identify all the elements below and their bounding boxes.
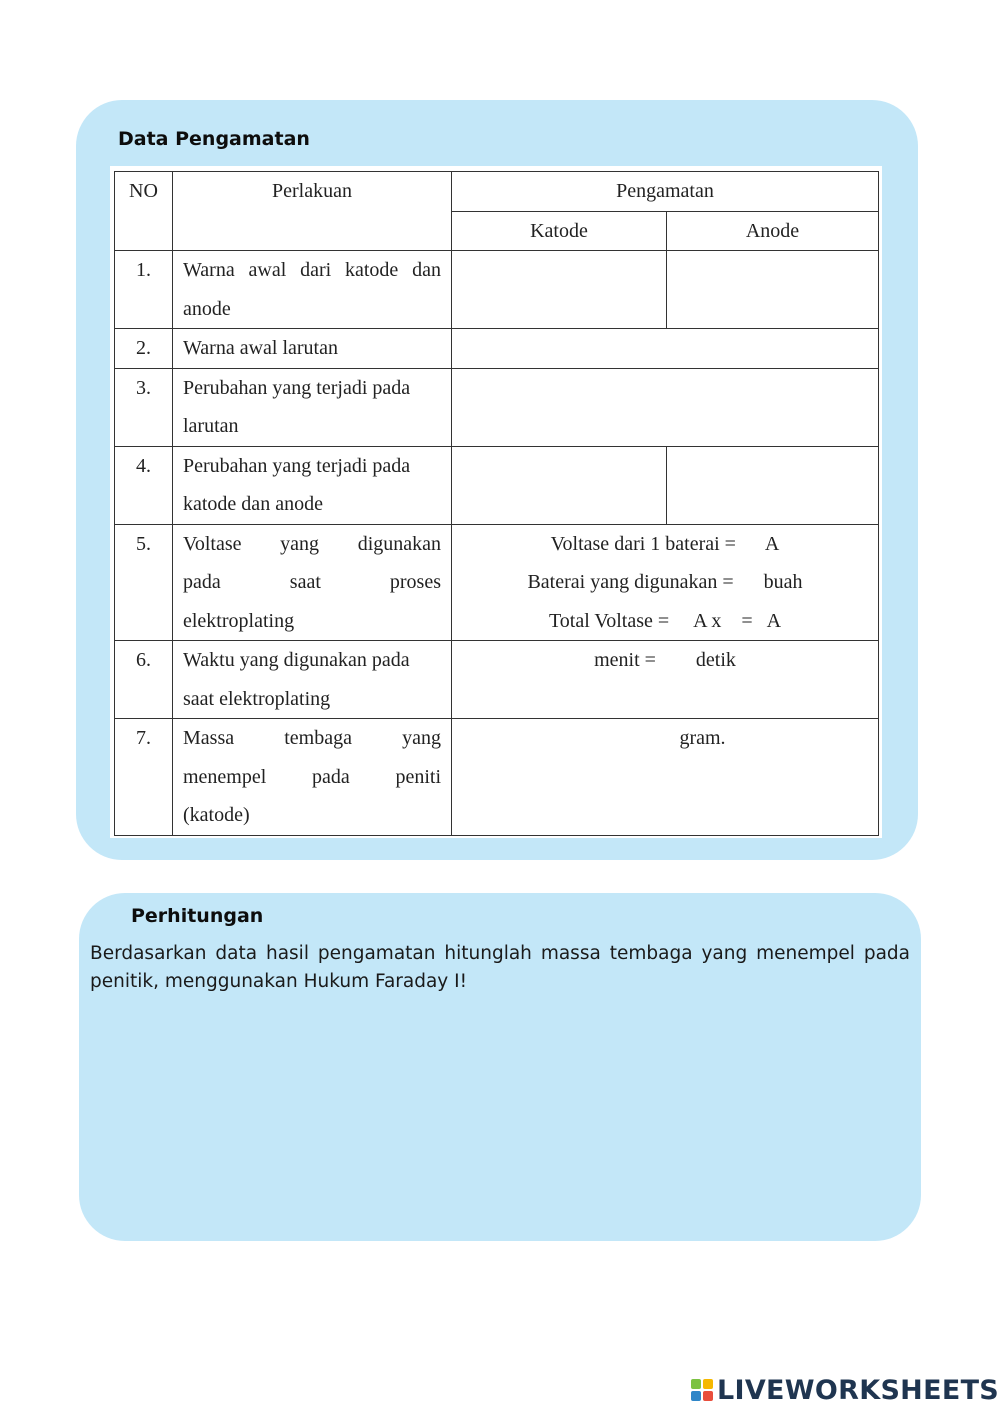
word: yang	[402, 727, 441, 749]
word: pada	[183, 571, 221, 593]
logo-square	[703, 1379, 713, 1389]
table-row	[115, 329, 879, 369]
perlakuan-line: katode dan anode	[183, 493, 323, 515]
row-number: 2.	[115, 329, 173, 369]
perlakuan-line	[183, 758, 441, 797]
row-perlakuan	[173, 329, 452, 369]
table-row	[115, 368, 879, 446]
perlakuan-line: Warna awal larutan	[183, 337, 338, 359]
word: saat	[289, 571, 321, 593]
word: tembaga	[284, 727, 352, 749]
perlakuan-line: larutan	[183, 415, 239, 437]
row-perlakuan	[173, 251, 452, 329]
header-pengamatan: Pengamatan	[452, 172, 879, 212]
row-number: 4.	[115, 446, 173, 524]
row-number: 3.	[115, 368, 173, 446]
calculation-instruction: Berdasarkan data hasil pengamatan hitunglah massa tembaga yang menempel pada penitik, menggunakan Hukum Faraday I!	[90, 943, 910, 992]
perlakuan-line: saat elektroplating	[183, 687, 331, 710]
row-number: 6.	[115, 641, 173, 719]
word: Warna	[183, 259, 235, 281]
word: menempel	[183, 765, 267, 788]
table-row	[115, 251, 879, 329]
time-line: menit = detik	[594, 649, 736, 671]
table-row	[115, 524, 879, 641]
data-section-title: Data Pengamatan	[118, 128, 310, 150]
header-katode: Katode	[452, 211, 667, 251]
perlakuan-line: Perubahan yang terjadi pada	[183, 454, 411, 477]
word: yang	[280, 532, 320, 555]
row-perlakuan	[173, 368, 452, 446]
perlakuan-line: Waktu yang digunakan pada	[183, 649, 410, 671]
logo-square	[691, 1379, 701, 1389]
perlakuan-line: Perubahan yang terjadi pada	[183, 376, 411, 399]
liveworksheets-grid-icon	[691, 1379, 713, 1401]
table-row	[115, 641, 879, 719]
anode-answer-cell[interactable]	[667, 251, 879, 329]
word: digunakan	[357, 532, 441, 555]
row-perlakuan	[173, 446, 452, 524]
perlakuan-line: (katode)	[183, 804, 250, 826]
table-row	[115, 446, 879, 524]
row-number: 5.	[115, 524, 173, 641]
word: peniti	[395, 765, 441, 788]
observation-table	[114, 171, 879, 836]
perlakuan-line	[183, 525, 441, 564]
word: dari	[300, 259, 332, 281]
logo-square	[691, 1391, 701, 1401]
katode-answer-cell[interactable]	[452, 446, 667, 524]
perlakuan-line	[183, 251, 441, 290]
word: awal	[248, 259, 287, 281]
perlakuan-line	[183, 563, 441, 602]
battery-count-line: Baterai yang digunakan = buah	[527, 571, 803, 593]
voltage-per-battery-line: Voltase dari 1 baterai = A	[550, 532, 780, 555]
row-perlakuan	[173, 641, 452, 719]
header-anode: Anode	[667, 211, 879, 251]
voltage-observation-cell[interactable]	[452, 524, 879, 641]
logo-square	[703, 1391, 713, 1401]
time-observation-cell[interactable]	[452, 641, 879, 719]
total-voltage-line: Total Voltase = A x = A	[548, 609, 782, 632]
perlakuan-line: anode	[183, 297, 231, 320]
header-perlakuan: Perlakuan	[173, 172, 452, 251]
calculation-answer-area[interactable]	[90, 1005, 910, 1220]
observation-table-container	[110, 166, 882, 838]
word: proses	[389, 571, 441, 593]
liveworksheets-logo	[691, 1374, 999, 1406]
observation-answer-cell[interactable]	[452, 329, 879, 369]
table-row	[115, 719, 879, 836]
row-perlakuan	[173, 524, 452, 641]
perlakuan-line: elektroplating	[183, 609, 295, 632]
perlakuan-line	[183, 719, 441, 758]
word: Massa	[183, 727, 235, 749]
calculation-section-title: Perhitungan	[131, 905, 264, 927]
row-number: 1.	[115, 251, 173, 329]
observation-answer-cell[interactable]	[452, 368, 879, 446]
logo-text: LIVEWORKSHEETS	[717, 1374, 1000, 1406]
mass-observation-cell[interactable]	[452, 719, 879, 836]
mass-line: gram.	[679, 727, 726, 749]
word: Voltase	[183, 532, 242, 555]
word: katode	[344, 259, 399, 281]
row-perlakuan	[173, 719, 452, 836]
anode-answer-cell[interactable]	[667, 446, 879, 524]
katode-answer-cell[interactable]	[452, 251, 667, 329]
word: pada	[312, 765, 350, 788]
row-number: 7.	[115, 719, 173, 836]
word: dan	[412, 259, 441, 281]
header-no: NO	[115, 172, 173, 251]
